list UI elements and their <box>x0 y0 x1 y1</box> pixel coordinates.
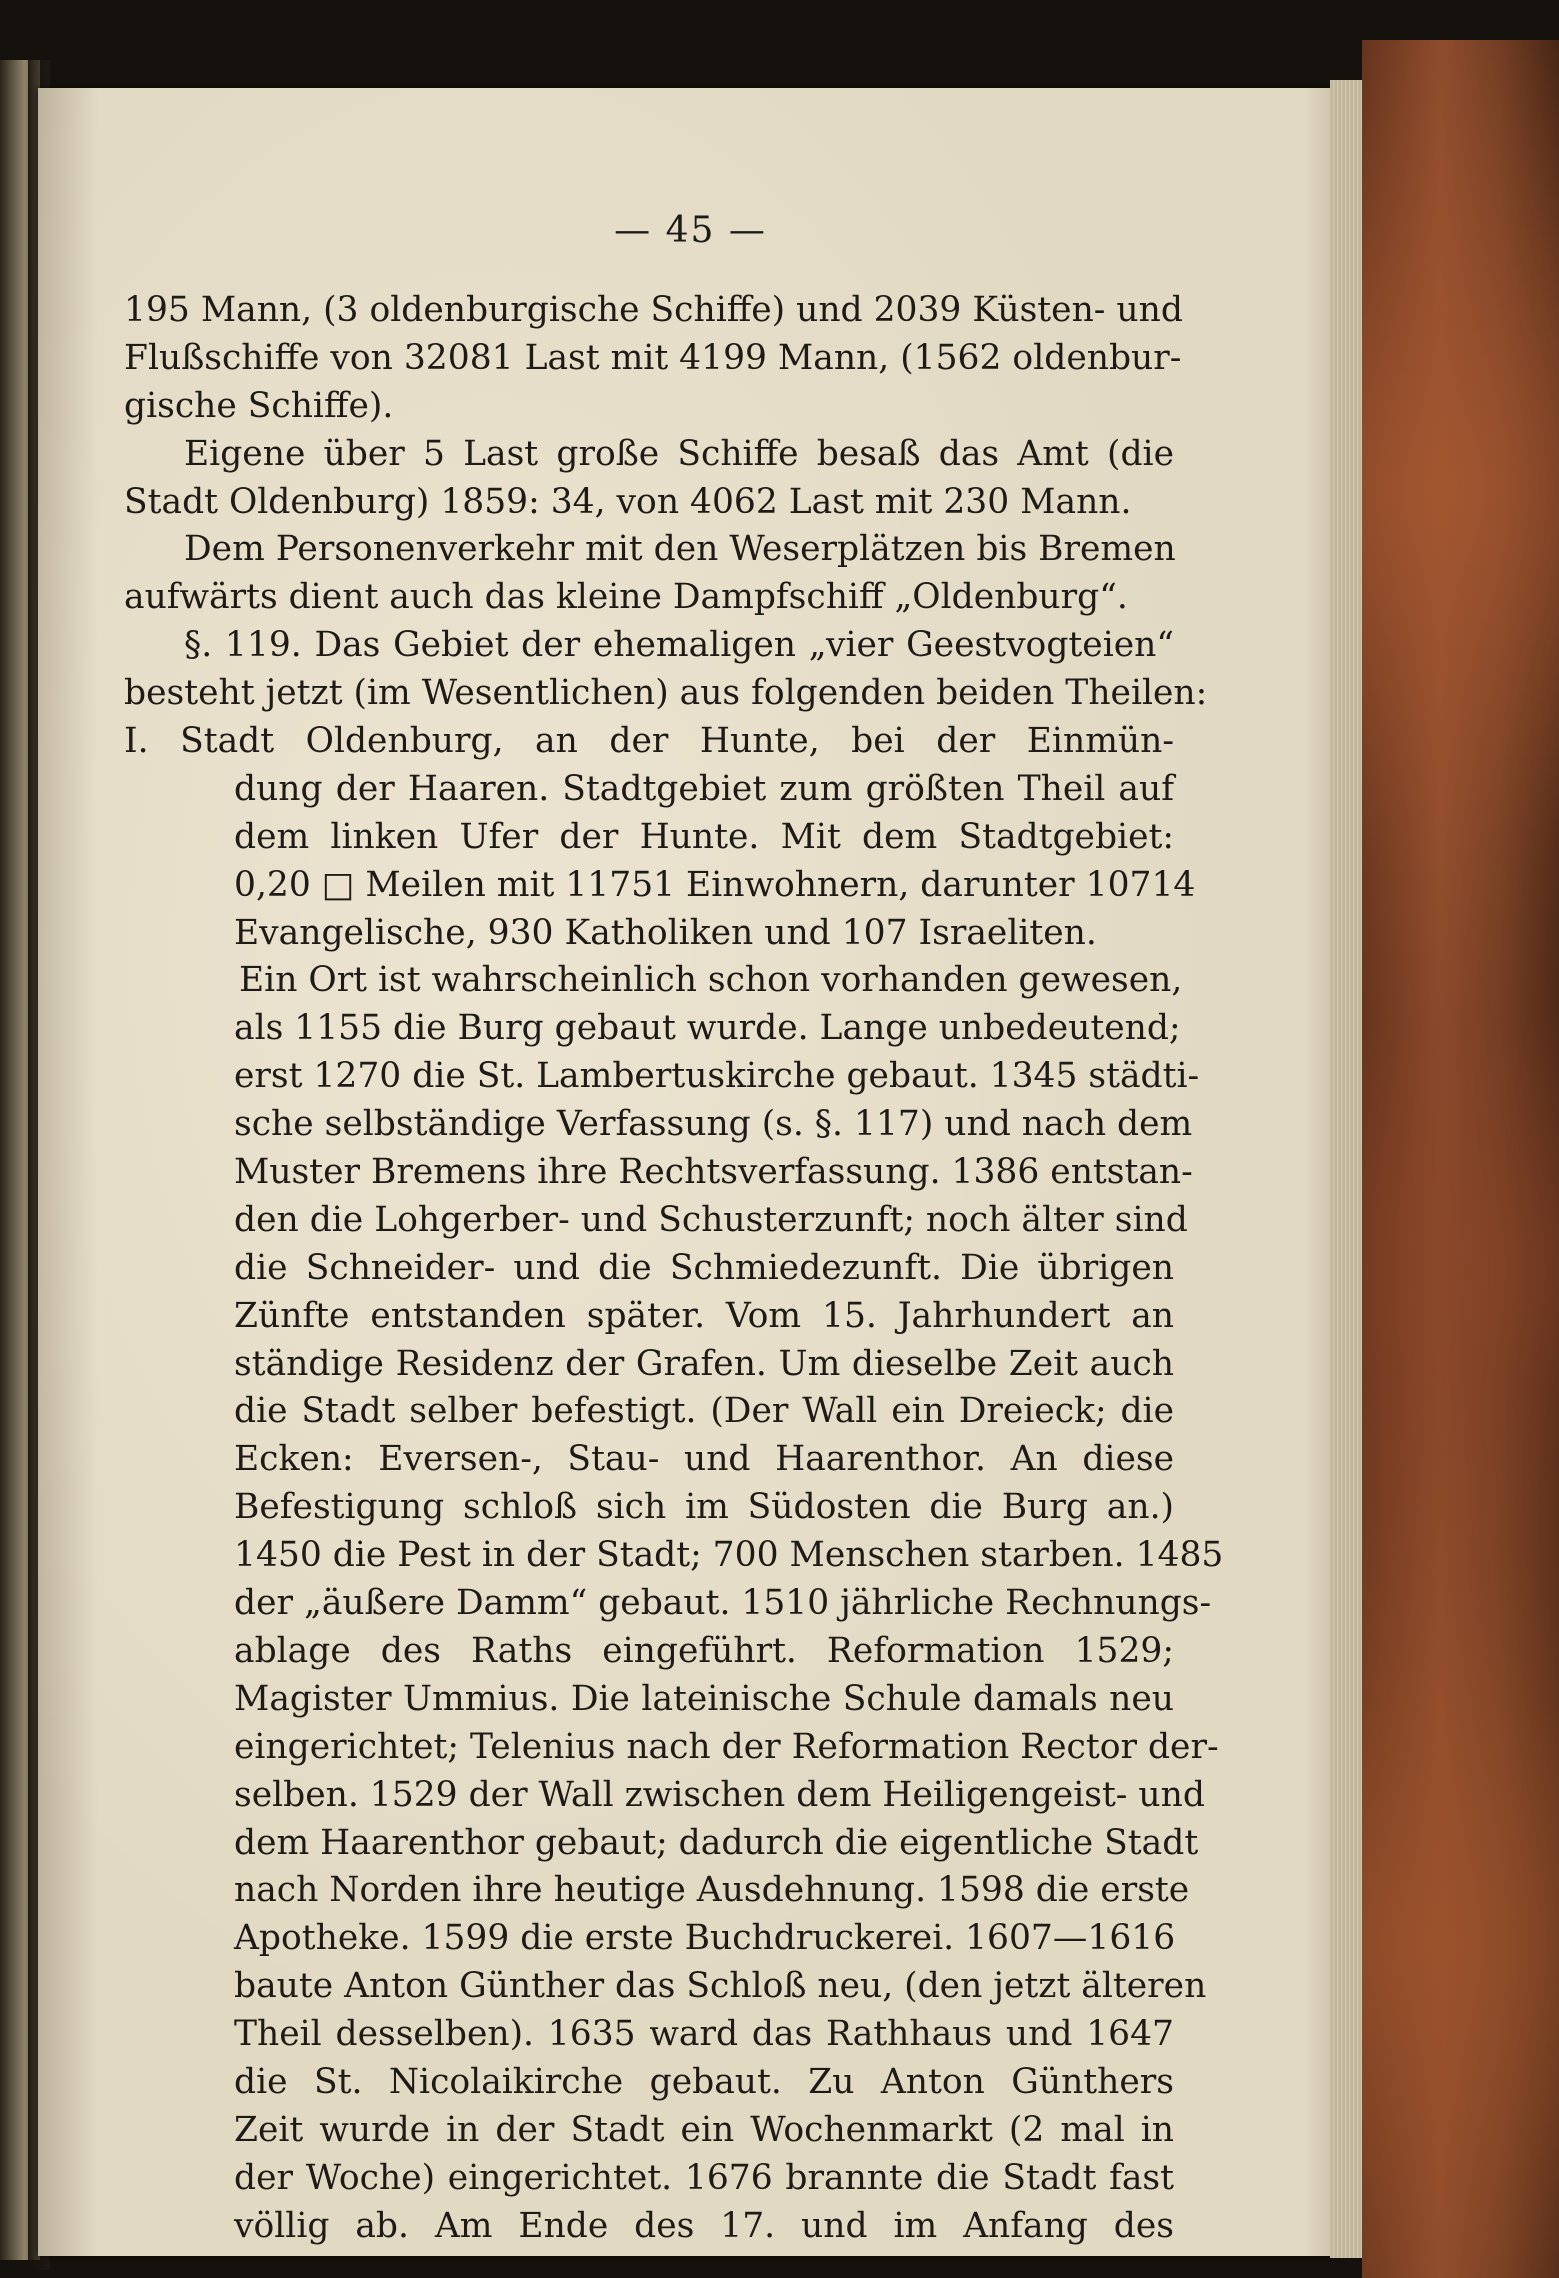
text-line: 0,20 □ Meilen mit 11751 Einwohnern, darunter 10714 <box>234 864 1196 905</box>
text-line: Zeit wurde in der Stadt ein Wochenmarkt (2 mal in <box>234 2109 1174 2150</box>
marbled-book-cover <box>1362 40 1559 2278</box>
text-line: Magister Ummius. Die lateinische Schule damals neu <box>234 1678 1174 1719</box>
text-line: Zünfte entstanden später. Vom 15. Jahrhundert an <box>234 1295 1174 1336</box>
text-line: Befestigung schloß sich im Südosten die Burg an.) <box>234 1487 1174 1528</box>
text-line: 195 Mann, (3 oldenburgische Schiffe) und 2039 Küsten- und <box>124 290 1183 330</box>
text-line: der „äußere Damm“ gebaut. 1510 jährliche Rechnungs- <box>234 1583 1212 1624</box>
text-line: Apotheke. 1599 die erste Buchdruckerei. 1607—1616 <box>234 1918 1176 1959</box>
text-line: als 1155 die Burg gebaut wurde. Lange unbedeutend; <box>234 1008 1181 1049</box>
text-line: erst 1270 die St. Lambertuskirche gebaut. 1345 städti- <box>234 1056 1200 1097</box>
text-line: die St. Nicolaikirche gebaut. Zu Anton Günthers <box>234 2061 1174 2102</box>
text-line: eingerichtet; Telenius nach der Reformation Rector der- <box>234 1726 1219 1767</box>
text-line: selben. 1529 der Wall zwischen dem Heiligengeist- und <box>234 1774 1205 1815</box>
text-line: der Woche) eingerichtet. 1676 brannte die Stadt fast <box>234 2157 1174 2198</box>
text-line: völlig ab. Am Ende des 17. und im Anfang des <box>234 2205 1174 2246</box>
page-number: — 45 — <box>614 210 767 251</box>
text-line: die Schneider- und die Schmiedezunft. Die übrigen <box>234 1247 1174 1288</box>
text-line: Dem Personenverkehr mit den Weserplätzen bis Bremen <box>184 529 1176 570</box>
text-line: sche selbständige Verfassung (s. §. 117) und nach dem <box>234 1104 1193 1145</box>
text-line: Ecken: Eversen-, Stau- und Haarenthor. An diese <box>234 1439 1174 1480</box>
text-line: I. Stadt Oldenburg, an der Hunte, bei der Einmün- <box>124 721 1174 762</box>
text-line: Flußschiffe von 32081 Last mit 4199 Mann, (1562 oldenbur- <box>124 337 1182 378</box>
text-line: aufwärts dient auch das kleine Dampfschiff „Oldenburg“. <box>124 577 1128 618</box>
body-text <box>124 287 1224 2251</box>
text-line: dem Haarenthor gebaut; dadurch die eigentliche Stadt <box>234 1822 1199 1863</box>
text-line: nach Norden ihre heutige Ausdehnung. 1598 die erste <box>234 1870 1190 1911</box>
text-line: Eigene über 5 Last große Schiffe besaß das Amt (die <box>184 433 1174 474</box>
text-line: baute Anton Günther das Schloß neu, (den jetzt älteren <box>234 1966 1207 2007</box>
text-line: ablage des Raths eingeführt. Reformation 1529; <box>234 1630 1174 1671</box>
text-line: Muster Bremens ihre Rechtsverfassung. 1386 entstan- <box>234 1152 1193 1193</box>
text-line: dem linken Ufer der Hunte. Mit dem Stadtgebiet: <box>234 816 1174 857</box>
text-line: besteht jetzt (im Wesentlichen) aus folgenden beiden Theilen: <box>124 673 1208 714</box>
text-line: die Stadt selber befestigt. (Der Wall ein Dreieck; die <box>234 1391 1174 1432</box>
text-line: gische Schiffe). <box>124 385 394 426</box>
text-line: den die Lohgerber- und Schusterzunft; noch älter sind <box>234 1199 1188 1240</box>
text-line: dung der Haaren. Stadtgebiet zum größten Theil auf <box>234 768 1174 809</box>
page-block-edge <box>1330 80 1366 2258</box>
text-line: Evangelische, 930 Katholiken und 107 Israeliten. <box>234 912 1097 953</box>
text-line: ständige Residenz der Grafen. Um dieselbe Zeit auch <box>234 1343 1174 1384</box>
text-line: Ein Ort ist wahrscheinlich schon vorhanden gewesen, <box>239 960 1183 1001</box>
text-line: §. 119. Das Gebiet der ehemaligen „vier Geestvogteien“ <box>184 625 1174 666</box>
text-line: 1450 die Pest in der Stadt; 700 Menschen starben. 1485 <box>234 1535 1224 1576</box>
text-line: Stadt Oldenburg) 1859: 34, von 4062 Last mit 230 Mann. <box>124 481 1132 522</box>
text-line: Theil desselben). 1635 ward das Rathhaus und 1647 <box>234 2014 1174 2055</box>
